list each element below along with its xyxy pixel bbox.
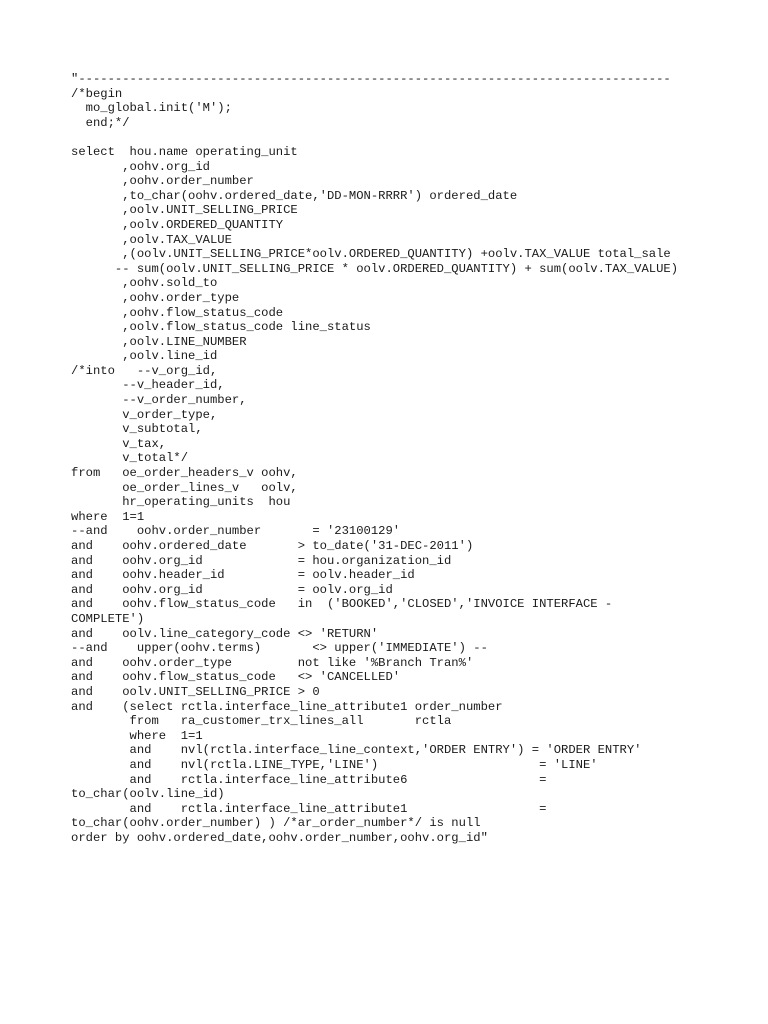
code-line: and oohv.header_id = oolv.header_id <box>71 568 415 583</box>
code-line: and nvl(rctla.interface_line_context,'ORDER ENTRY') = 'ORDER ENTRY' <box>71 743 642 758</box>
code-line: ,oolv.TAX_VALUE <box>71 232 232 247</box>
code-line: --v_order_number, <box>71 393 247 408</box>
code-line: ,oolv.LINE_NUMBER <box>71 334 247 349</box>
code-line: /*into --v_org_id, <box>71 363 218 378</box>
code-line <box>71 130 678 145</box>
code-line: v_order_type, <box>71 407 218 422</box>
code-line: select hou.name operating_unit <box>71 144 298 159</box>
code-line: and oolv.UNIT_SELLING_PRICE > 0 <box>71 684 320 699</box>
code-line: ,oohv.order_type <box>71 290 240 305</box>
code-line: where 1=1 <box>71 728 203 743</box>
code-line: -- sum(oolv.UNIT_SELLING_PRICE * oolv.ORDERED_QUANTITY) + sum(oolv.TAX_VALUE) <box>71 261 679 276</box>
code-line: and rctla.interface_line_attribute6 = <box>71 772 547 787</box>
code-line: and rctla.interface_line_attribute1 = <box>71 801 547 816</box>
code-line: hr_operating_units hou <box>71 495 291 510</box>
code-line: ,oolv.ORDERED_QUANTITY <box>71 217 284 232</box>
code-line: ,oohv.org_id <box>71 159 210 174</box>
code-line: --and upper(oohv.terms) <> upper('IMMEDIATE') -- <box>71 641 488 656</box>
code-line: ,oohv.flow_status_code <box>71 305 284 320</box>
code-line: ,to_char(oohv.ordered_date,'DD-MON-RRRR') ordered_date <box>71 188 518 203</box>
code-line: /*begin <box>71 86 123 101</box>
code-line: to_char(oohv.order_number) ) /*ar_order_number*/ is null <box>71 816 481 831</box>
code-line: v_tax, <box>71 436 167 451</box>
code-line: and oohv.order_type not like '%Branch Tran%' <box>71 655 474 670</box>
code-line: ,oohv.sold_to <box>71 276 218 291</box>
code-line: mo_global.init('M'); <box>71 101 232 116</box>
code-line: and oohv.flow_status_code <> 'CANCELLED' <box>71 670 401 685</box>
code-line: to_char(oolv.line_id) <box>71 787 225 802</box>
sql-code-block <box>71 72 678 845</box>
code-line: and oohv.flow_status_code in ('BOOKED','CLOSED','INVOICE INTERFACE - <box>71 597 613 612</box>
code-line: v_subtotal, <box>71 422 203 437</box>
code-line: ,oolv.flow_status_code line_status <box>71 320 371 335</box>
code-line: and oohv.ordered_date > to_date('31-DEC-2011') <box>71 539 474 553</box>
code-line: "--------------------------------------------------------------------------------- <box>71 72 671 86</box>
code-line: --v_header_id, <box>71 378 225 393</box>
code-line: and oolv.line_category_code <> 'RETURN' <box>71 626 379 641</box>
code-line: and nvl(rctla.LINE_TYPE,'LINE') = 'LINE' <box>71 757 598 772</box>
code-line: ,(oolv.UNIT_SELLING_PRICE*oolv.ORDERED_QUANTITY) +oolv.TAX_VALUE total_sale <box>71 247 671 262</box>
code-line: and oohv.org_id = oolv.org_id <box>71 582 393 597</box>
code-line: and (select rctla.interface_line_attribute1 order_number <box>71 699 503 714</box>
code-line: ,oolv.line_id <box>71 349 218 364</box>
code-line: from ra_customer_trx_lines_all rctla <box>71 714 452 729</box>
code-line: from oe_order_headers_v oohv, <box>71 466 298 481</box>
code-line: where 1=1 <box>71 509 145 524</box>
code-line: v_total*/ <box>71 451 189 466</box>
code-line: oe_order_lines_v oolv, <box>71 480 298 495</box>
code-line: order by oohv.ordered_date,oohv.order_number,oohv.org_id" <box>71 830 488 845</box>
code-line: end;*/ <box>71 115 130 130</box>
code-line: --and oohv.order_number = '23100129' <box>71 524 401 539</box>
code-line: ,oolv.UNIT_SELLING_PRICE <box>71 203 298 218</box>
code-line: ,oohv.order_number <box>71 174 254 189</box>
code-line: and oohv.org_id = hou.organization_id <box>71 553 452 568</box>
code-line: COMPLETE') <box>71 611 145 626</box>
